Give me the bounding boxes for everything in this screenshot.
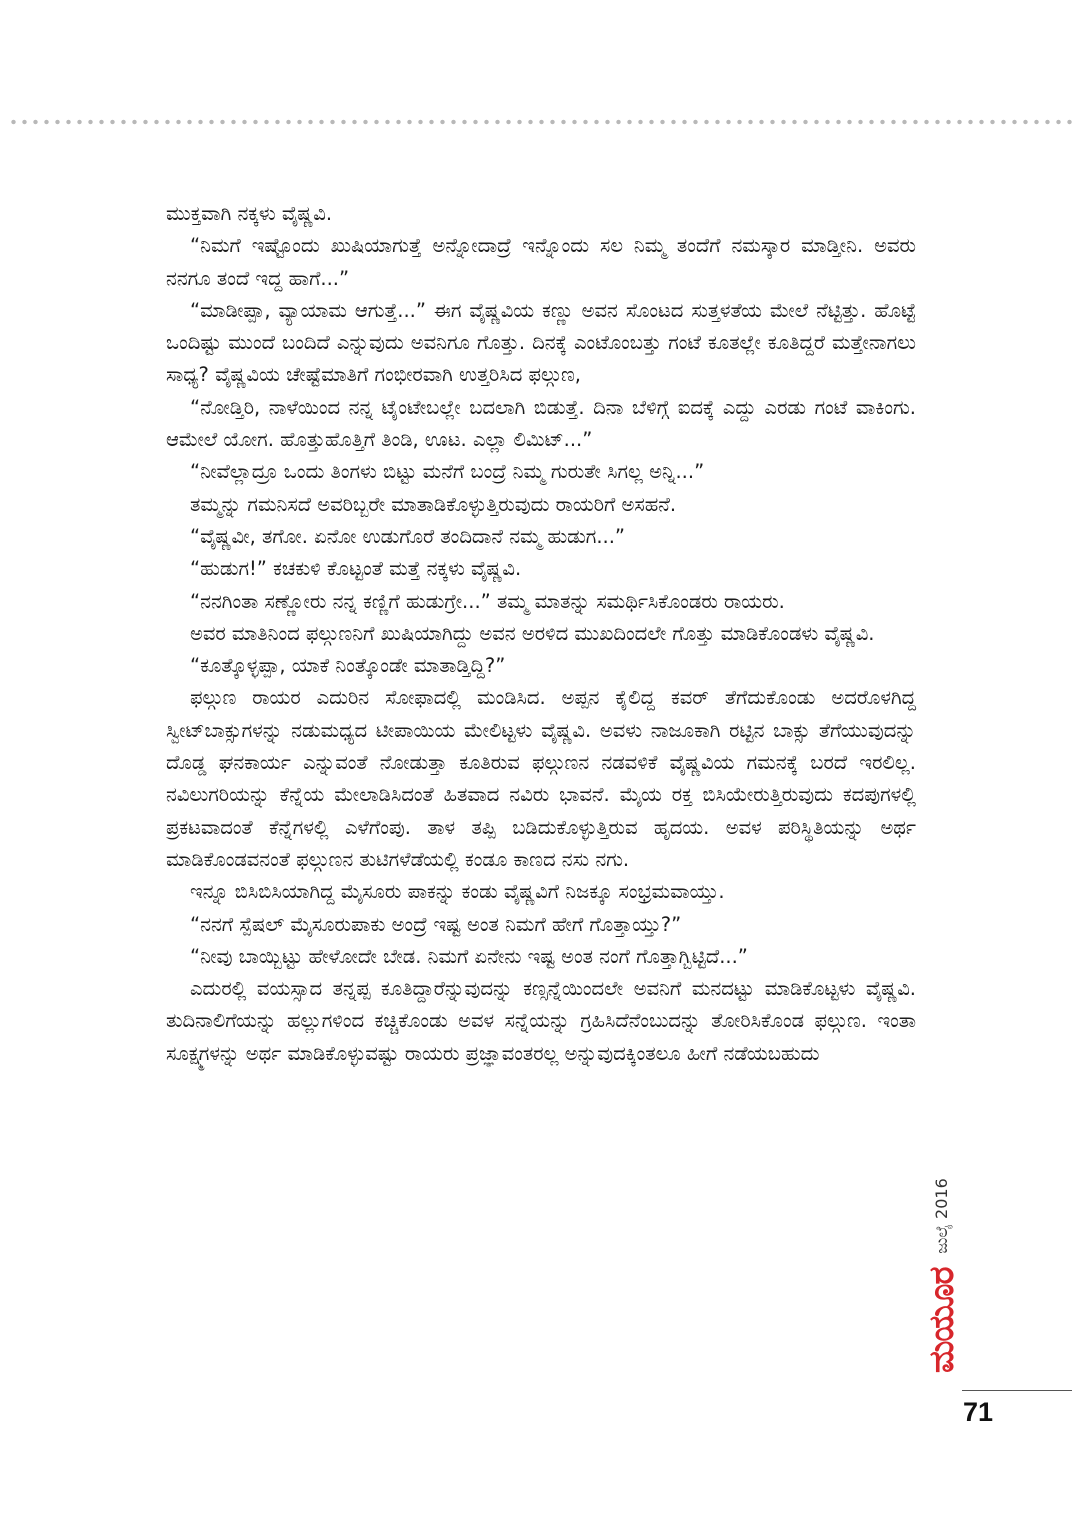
article-body <box>166 198 916 1070</box>
paragraph: ತಮ್ಮನ್ನು ಗಮನಿಸದೆ ಅವರಿಬ್ಬರೇ ಮಾತಾಡಿಕೊಳ್ಳುತ್ತಿರುವುದು ರಾಯರಿಗೆ ಅಸಹನೆ. <box>190 492 677 516</box>
paragraph: “ನೀವೆಲ್ಲಾದ್ರೂ ಒಂದು ತಿಂಗಳು ಬಿಟ್ಟು ಮನೆಗೆ ಬಂದ್ರೆ ನಿಮ್ಮ ಗುರುತೇ ಸಿಗಲ್ಲ ಅನ್ನಿ...” <box>190 460 705 484</box>
paragraph: “ನೀವು ಬಾಯ್ಬಿಟ್ಟು ಹೇಳೋದೇ ಬೇಡ. ನಿಮಗೆ ಏನೇನು ಇಷ್ಟ ಅಂತ ನಂಗೆ ಗೊತ್ತಾಗ್ಬಿಟ್ಟಿದೆ...” <box>190 944 748 968</box>
paragraph: “ಮಾಡೀಪ್ಪಾ, ವ್ಯಾಯಾಮ ಆಗುತ್ತೆ...” ಈಗ ವೈಷ್ಣವಿಯ ಕಣ್ಣು ಅವನ ಸೊಂಟದ ಸುತ್ತಳತೆಯ ಮೇಲೆ ನೆಟ್ಟಿತ್ತು. ಹೊಟ್ಟೆ ಒಂದಿಷ್ಟು ಮುಂದೆ ಬಂದಿದೆ ಎನ್ನುವುದು ಅವನಿಗೂ ಗೊತ್ತು. ದಿನಕ್ಕೆ ಎಂಟೊಂಬತ್ತು ಗಂಟೆ ಕೂತಲ್ಲೇ ಕೂತಿದ್ದರೆ ಮತ್ತೇನಾಗಲು ಸಾಧ್ಯ? ವೈಷ್ಣವಿಯ ಚೇಷ್ಟೆಮಾತಿಗೆ ಗಂಭೀರವಾಗಿ ಉತ್ತರಿಸಿದ ಫಲ್ಗುಣ, <box>166 298 916 387</box>
paragraph: “ನೋಡ್ತಿರಿ, ನಾಳೆಯಿಂದ ನನ್ನ ಟೈಂಟೇಬಲ್ಲೇ ಬದಲಾಗಿ ಬಿಡುತ್ತೆ. ದಿನಾ ಬೆಳಿಗ್ಗೆ ಐದಕ್ಕೆ ಎದ್ದು ಎರಡು ಗಂಟೆ ವಾಕಿಂಗು. ಆಮೇಲೆ ಯೋಗ. ಹೊತ್ತುಹೊತ್ತಿಗೆ ತಿಂಡಿ, ಊಟ. ಎಲ್ಲಾ ಲಿಮಿಟ್...” <box>166 395 916 452</box>
paragraph: ಫಲ್ಗುಣ ರಾಯರ ಎದುರಿನ ಸೋಫಾದಲ್ಲಿ ಮಂಡಿಸಿದ. ಅಪ್ಪನ ಕೈಲಿದ್ದ ಕವರ್ ತೆಗೆದುಕೊಂಡು ಅದರೊಳಗಿದ್ದ ಸ್ವೀಟ್‌ಬಾಕ್ಸುಗಳನ್ನು ನಡುಮಧ್ಯದ ಟೀಪಾಯಿಯ ಮೇಲಿಟ್ಟಳು ವೈಷ್ಣವಿ. ಅವಳು ನಾಜೂಕಾಗಿ ರಟ್ಟಿನ ಬಾಕ್ಸು ತೆಗೆಯುವುದನ್ನು ದೊಡ್ಡ ಘನಕಾರ್ಯ ಎನ್ನುವಂತೆ ನೋಡುತ್ತಾ ಕೂತಿರುವ ಫಲ್ಗುಣನ ನಡವಳಿಕೆ ವೈಷ್ಣವಿಯ ಗಮನಕ್ಕೆ ಬರದೆ ಇರಲಿಲ್ಲ. ನವಿಲುಗರಿಯನ್ನು ಕೆನ್ನೆಯ ಮೇಲಾಡಿಸಿದಂತೆ ಹಿತವಾದ ನವಿರು ಭಾವನೆ. ಮೈಯ ರಕ್ತ ಬಿಸಿಯೇರುತ್ತಿರುವುದು ಕದಪುಗಳಲ್ಲಿ ಪ್ರಕಟವಾದಂತೆ ಕೆನ್ನೆಗಳಲ್ಲಿ ಎಳೆಗೆಂಪು. ತಾಳ ತಪ್ಪಿ ಬಡಿದುಕೊಳ್ಳುತ್ತಿರುವ ಹೃದಯ. ಅವಳ ಪರಿಸ್ಥಿತಿಯನ್ನು ಅರ್ಥ ಮಾಡಿಕೊಂಡವನಂತೆ ಫಲ್ಗುಣನ ತುಟಿಗಳೆಡೆಯಲ್ಲಿ ಕಂಡೂ ಕಾಣದ ನಸು ನಗು. <box>166 686 916 871</box>
paragraph: “ನಿಮಗೆ ಇಷ್ಟೊಂದು ಖುಷಿಯಾಗುತ್ತೆ ಅನ್ನೋದಾದ್ರೆ ಇನ್ನೊಂದು ಸಲ ನಿಮ್ಮ ತಂದೆಗೆ ನಮಸ್ಕಾರ ಮಾಡ್ತೀನಿ. ಅವರು ನನಗೂ ತಂದೆ ಇದ್ದ ಹಾಗೆ...” <box>166 234 916 290</box>
dotted-header-rule <box>8 119 1072 125</box>
paragraph: “ನನಗೆ ಸ್ಪೆಷಲ್ ಮೈಸೂರುಪಾಕು ಅಂದ್ರೆ ಇಷ್ಟ ಅಂತ ನಿಮಗೆ ಹೇಗೆ ಗೊತ್ತಾಯ್ತು?” <box>190 912 682 936</box>
paragraph: “ನನಗಿಂತಾ ಸಣ್ಣೋರು ನನ್ನ ಕಣ್ಣಿಗೆ ಹುಡುಗ್ರೇ...” ತಮ್ಮ ಮಾತನ್ನು ಸಮರ್ಥಿಸಿಕೊಂಡರು ರಾಯರು. <box>190 589 785 613</box>
paragraph: ಎದುರಲ್ಲಿ ವಯಸ್ಸಾದ ತನ್ನಪ್ಪ ಕೂತಿದ್ದಾರೆನ್ನುವುದನ್ನು ಕಣ್ಸನ್ನೆಯಿಂದಲೇ ಅವನಿಗೆ ಮನದಟ್ಟು ಮಾಡಿಕೊಟ್ಟಳು ವೈಷ್ಣವಿ. ತುದಿನಾಲಿಗೆಯನ್ನು ಹಲ್ಲುಗಳಿಂದ ಕಚ್ಚಿಕೊಂಡು ಅವಳ ಸನ್ನೆಯನ್ನು ಗ್ರಹಿಸಿದೆನೆಂಬುದನ್ನು ತೋರಿಸಿಕೊಂಡ ಫಲ್ಗುಣ. ಇಂತಾ ಸೂಕ್ಷ್ಮಗಳನ್ನು ಅರ್ಥ ಮಾಡಿಕೊಳ್ಳುವಷ್ಟು ರಾಯರು ಪ್ರಜ್ಞಾವಂತರಲ್ಲ ಅನ್ನುವುದಕ್ಕಿಂತಲೂ ಹೀಗೆ ನಡೆಯಬಹುದು <box>166 977 916 1065</box>
masthead-vertical <box>922 1178 962 1373</box>
paragraph: “ವೈಷ್ಣವೀ, ತಗೋ. ಏನೋ ಉಡುಗೊರೆ ತಂದಿದಾನೆ ನಮ್ಮ ಹುಡುಗ...” <box>190 524 626 548</box>
issue-date: ಜುಲೈ 2016 <box>932 1178 951 1254</box>
paragraph: ಇನ್ನೂ ಬಿಸಿಬಿಸಿಯಾಗಿದ್ದ ಮೈಸೂರು ಪಾಕನ್ನು ಕಂಡು ವೈಷ್ಣವಿಗೆ ನಿಜಕ್ಕೂ ಸಂಭ್ರಮವಾಯ್ತು. <box>190 880 725 904</box>
paragraph: “ಕೂತ್ಕೊಳ್ಳಪ್ಪಾ, ಯಾಕೆ ನಿಂತ್ಕೊಂಡೇ ಮಾತಾಡ್ತಿದ್ದಿ?” <box>190 654 506 678</box>
magazine-masthead: ಮಯೂರ <box>922 1267 962 1373</box>
paragraph: ಅವರ ಮಾತಿನಿಂದ ಫಲ್ಗುಣನಿಗೆ ಖುಷಿಯಾಗಿದ್ದು ಅವನ ಅರಳಿದ ಮುಖದಿಂದಲೇ ಗೊತ್ತು ಮಾಡಿಕೊಂಡಳು ವೈಷ್ಣವಿ. <box>190 621 875 645</box>
paragraph: ಮುಕ್ತವಾಗಿ ನಕ್ಕಳು ವೈಷ್ಣವಿ. <box>166 202 333 225</box>
page-number: 71 <box>963 1397 994 1427</box>
paragraph: “ಹುಡುಗ!” ಕಚಕುಳಿ ಕೊಟ್ಟಂತೆ ಮತ್ತೆ ನಕ್ಕಳು ವೈಷ್ಣವಿ. <box>190 557 522 581</box>
footer-rule <box>962 1390 1072 1391</box>
